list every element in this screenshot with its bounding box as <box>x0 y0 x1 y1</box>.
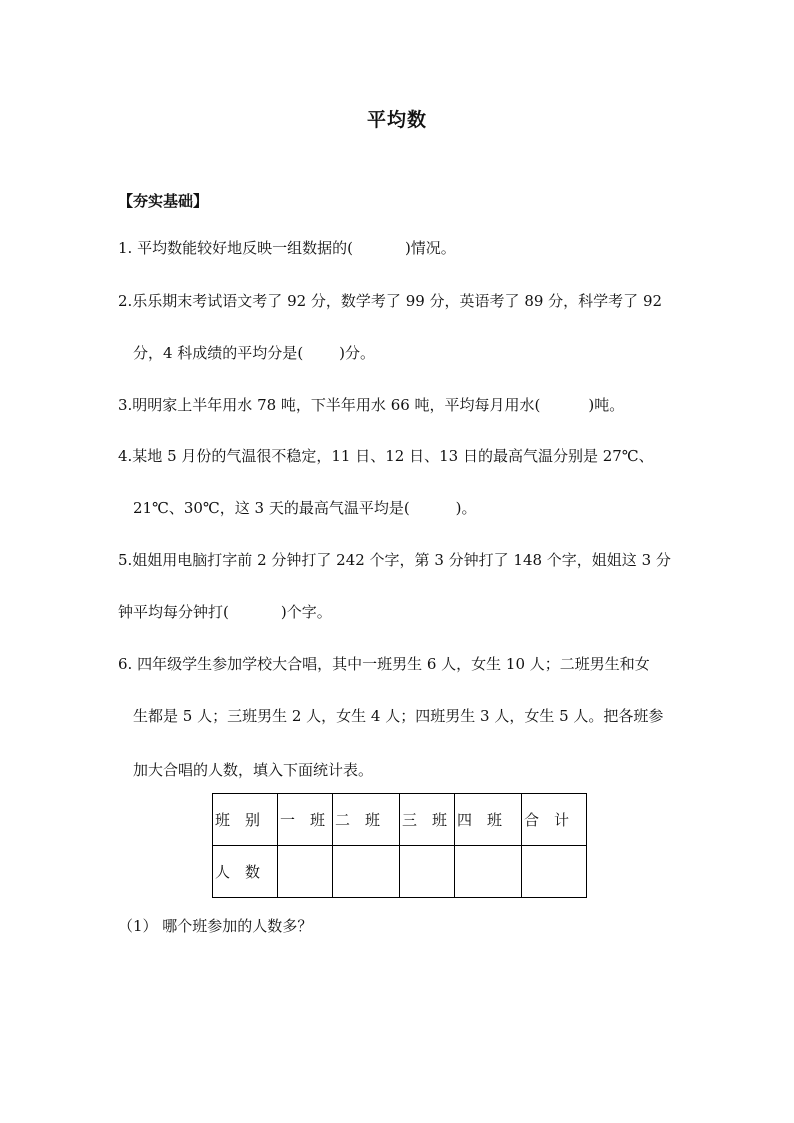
table-answer-cell[interactable] <box>333 846 400 898</box>
question-6-line-3: 加大合唱的人数，填入下面统计表。 <box>133 761 374 779</box>
table-row <box>213 846 587 898</box>
table-header-cell: 合 计 <box>522 794 587 846</box>
statistics-table <box>212 793 587 898</box>
question-1-text-end: )情况。 <box>404 239 456 257</box>
question-4-text: 21℃、30℃，这 3 天的最高气温平均是( <box>133 499 410 517</box>
question-4-text-end: )。 <box>455 499 477 517</box>
question-3-text-end: )吨。 <box>588 396 625 414</box>
question-2-line-1: 2.乐乐期末考试语文考了 92 分，数学考了 99 分，英语考了 89 分，科学考了 92 <box>118 292 663 310</box>
table-header-cell: 一 班 <box>278 794 333 846</box>
table-header-cell: 三 班 <box>400 794 455 846</box>
table-answer-cell[interactable] <box>522 846 587 898</box>
question-3-text: 3.明明家上半年用水 78 吨，下半年用水 66 吨，平均每月用水( <box>118 396 541 414</box>
question-5-text-end: )个字。 <box>280 603 332 621</box>
table-answer-cell[interactable] <box>455 846 522 898</box>
table-answer-cell[interactable] <box>400 846 455 898</box>
question-1 <box>118 238 456 258</box>
section-heading: 【夯实基础】 <box>118 192 209 210</box>
table-row-label: 人 数 <box>213 846 278 898</box>
question-6-line-2: 生都是 5 人；三班男生 2 人，女生 4 人；四班男生 3 人，女生 5 人。把各班参 <box>133 707 664 725</box>
question-2-text-end: )分。 <box>339 344 376 362</box>
table-header-row <box>213 794 587 846</box>
table-header-cell: 二 班 <box>333 794 400 846</box>
table-header-cell: 四 班 <box>455 794 522 846</box>
table-answer-cell[interactable] <box>278 846 333 898</box>
question-5-text: 钟平均每分钟打( <box>118 603 229 621</box>
table-header-cell: 班 别 <box>213 794 278 846</box>
question-4-line-2 <box>133 498 477 518</box>
question-2-line-2 <box>133 343 375 363</box>
question-1-text: 1. 平均数能较好地反映一组数据的( <box>118 239 353 257</box>
question-5-line-1: 5.姐姐用电脑打字前 2 分钟打了 242 个字，第 3 分钟打了 148 个字，姐姐这 3 分 <box>118 551 671 569</box>
question-3 <box>118 395 624 415</box>
question-6-line-1: 6. 四年级学生参加学校大合唱，其中一班男生 6 人，女生 10 人；二班男生和女 <box>118 655 650 673</box>
question-5-line-2 <box>118 602 332 622</box>
question-4-line-1: 4.某地 5 月份的气温很不稳定，11 日、12 日、13 日的最高气温分别是 27℃、 <box>118 447 654 465</box>
question-2-text: 分，4 科成绩的平均分是( <box>133 344 304 362</box>
page-title: 平均数 <box>366 109 427 131</box>
sub-question-1: （1） 哪个班参加的人数多？ <box>118 917 313 935</box>
